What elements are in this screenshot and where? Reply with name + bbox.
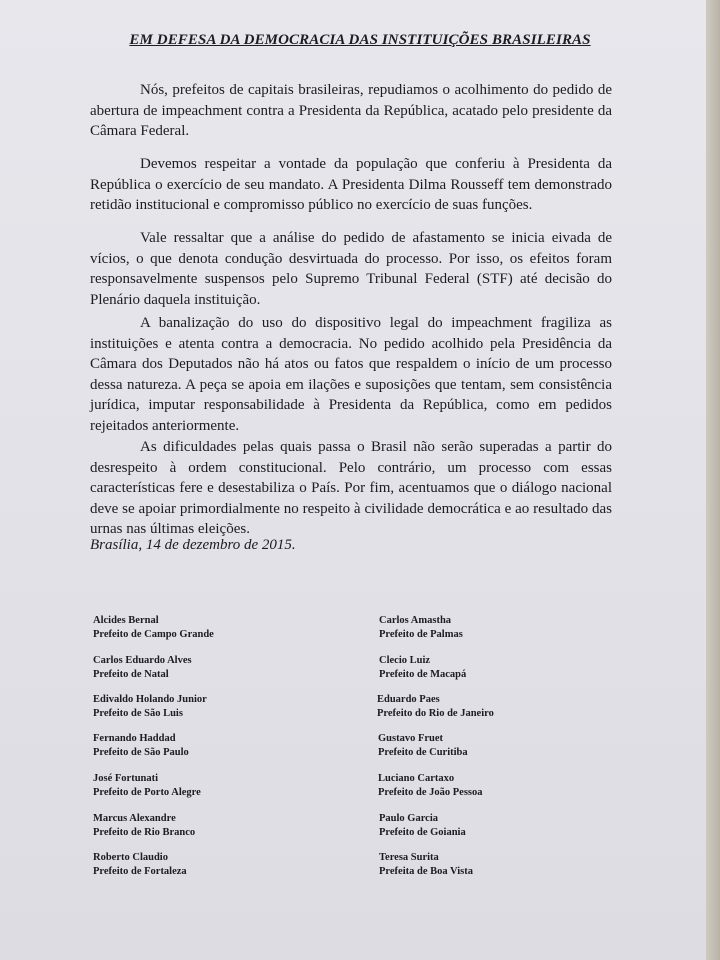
signatory-name: Gustavo Fruet — [378, 733, 444, 744]
paragraph-5: As dificuldades pelas quais passa o Brasil não serão superadas a partir do desrespeito à ordem constitucional. Pelo contrário, um processo com essas características fere e desestabiliza o País. Por fim, acentuamos que o diálogo nacional deve se apoiar primordialmente no respeito à civilidade democrática e ao resultado das urnas nas últimas eleições. — [90, 439, 612, 537]
signatory-name: Clecio Luiz — [379, 655, 431, 666]
signatory-role: Prefeito de Natal — [93, 668, 169, 680]
signature-left-4 — [93, 732, 189, 759]
signature-left-1 — [93, 614, 214, 641]
signatory-name: Carlos Eduardo Alves — [93, 655, 192, 666]
signature-left-6 — [93, 812, 195, 839]
paragraph-1: Nós, prefeitos de capitais brasileiras, repudiamos o acolhimento do pedido de abertura de impeachment contra a Presidenta da República, acatado pelo presidente da Câmara Federal. — [90, 82, 612, 139]
signature-right-4 — [378, 732, 468, 759]
paragraph-3: Vale ressaltar que a análise do pedido de afastamento se inicia eivada de vícios, o que denota condução desvirtuada do processo. Por isso, os efeitos foram responsavelmente suspensos pelo Supremo Tribunal Federal (STF) até decisão do Plenário daquela instituição. — [90, 230, 612, 308]
signature-right-3 — [377, 693, 494, 720]
signature-left-2 — [93, 654, 192, 681]
signatory-role: Prefeito de Rio Branco — [93, 826, 196, 838]
signatory-role: Prefeito de Fortaleza — [93, 865, 187, 877]
signature-right-6 — [379, 812, 466, 839]
signatory-name: Roberto Claudio — [93, 852, 168, 863]
document-title: EM DEFESA DA DEMOCRACIA DAS INSTITUIÇÕES BRASILEIRAS — [129, 32, 591, 48]
signatory-role: Prefeito do Rio de Janeiro — [377, 707, 494, 719]
document-date: Brasília, 14 de dezembro de 2015. — [90, 537, 296, 553]
signatory-name: Fernando Haddad — [93, 733, 176, 744]
signature-right-7 — [379, 851, 473, 878]
signatory-role: Prefeito de Macapá — [379, 668, 467, 680]
signature-left-3 — [93, 693, 207, 720]
signatory-name: Luciano Cartaxo — [378, 773, 455, 784]
signature-left-5 — [93, 772, 201, 799]
signatory-role: Prefeito de Campo Grande — [93, 628, 214, 640]
paragraph-4: A banalização do uso do dispositivo legal do impeachment fragiliza as instituições e atenta contra a democracia. No pedido acolhido pela Presidência da Câmara dos Deputados não há atos ou fatos que respaldem o início de um processo dessa natureza. A peça se apoia em ilações e suposições que tentam, sem consistência jurídica, imputar responsabilidade à Presidenta da República, como em pedidos rejeitados anteriormente. — [90, 315, 612, 434]
signatory-name: Edivaldo Holando Junior — [93, 694, 207, 705]
signature-left-7 — [93, 851, 187, 878]
signatory-name: Alcides Bernal — [93, 615, 159, 626]
signatory-role: Prefeito de São Luis — [93, 707, 183, 719]
signatory-name: Carlos Amastha — [379, 615, 452, 626]
paper-edge — [706, 0, 720, 960]
signatory-name: Marcus Alexandre — [93, 813, 176, 824]
signatory-name: Paulo Garcia — [379, 813, 439, 824]
signatory-role: Prefeito de Goiania — [379, 826, 466, 838]
signature-right-5 — [378, 772, 483, 799]
signatory-role: Prefeito de Porto Alegre — [93, 786, 201, 798]
signature-right-1 — [379, 614, 463, 641]
signatory-role: Prefeita de Boa Vista — [379, 865, 473, 877]
signatory-name: José Fortunati — [93, 773, 159, 784]
signatory-name: Teresa Surita — [379, 852, 439, 863]
paragraph-2: Devemos respeitar a vontade da população que conferiu à Presidenta da República o exercício de seu mandato. A Presidenta Dilma Rousseff tem demonstrado retidão institucional e compromisso público no exercício de suas funções. — [90, 156, 612, 213]
signatory-name: Eduardo Paes — [377, 694, 440, 705]
signatory-role: Prefeito de Palmas — [379, 628, 463, 640]
signatory-role: Prefeito de Curitiba — [378, 746, 468, 758]
signatory-role: Prefeito de João Pessoa — [378, 786, 483, 798]
signature-right-2 — [379, 654, 466, 681]
signatory-role: Prefeito de São Paulo — [93, 746, 189, 758]
